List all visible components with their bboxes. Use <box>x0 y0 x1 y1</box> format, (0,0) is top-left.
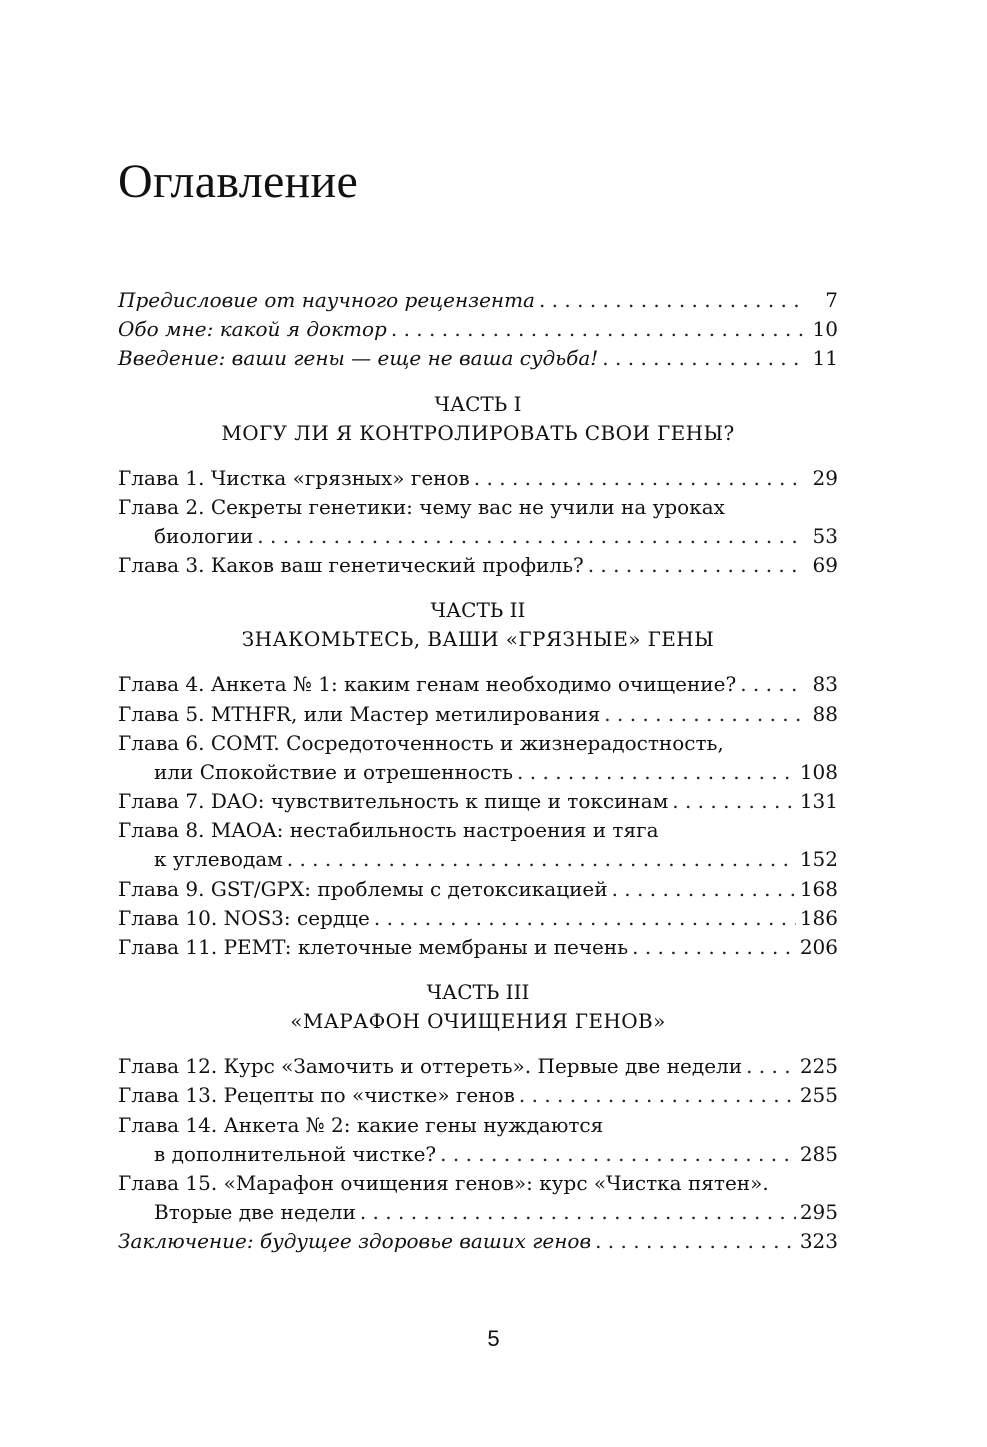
toc-entry-page: 10 <box>812 317 838 342</box>
toc-entry-page: 83 <box>812 672 838 697</box>
toc-entry-label: Глава 5. MTHFR, или Мастер метилирования <box>118 701 601 726</box>
dot-leader <box>612 875 796 904</box>
toc-entry-label: Глава 12. Курс «Замочить и оттереть». Первые две недели <box>118 1054 743 1079</box>
toc-entry-page: 206 <box>799 935 838 959</box>
dot-leader <box>602 344 804 373</box>
page-number: 5 <box>487 1326 500 1351</box>
toc-entry-chapter-13[interactable] <box>118 1081 838 1110</box>
toc-entry-chapter-3[interactable] <box>118 551 838 580</box>
toc-entry-label: Обо мне: какой я доктор <box>118 317 387 342</box>
toc-entry-label: Глава 11. PEMT: клеточные мембраны и печень <box>118 935 629 959</box>
part-title: ЗНАКОМЬТЕСЬ, ВАШИ «ГРЯЗНЫЕ» ГЕНЫ <box>241 627 715 652</box>
dot-leader <box>517 758 796 787</box>
dot-leader <box>672 787 796 816</box>
toc-entry-chapter-8[interactable] <box>118 816 838 874</box>
toc-entry-chapter-10[interactable] <box>118 904 838 933</box>
toc-entry-page: 255 <box>799 1083 838 1108</box>
toc-entry-chapter-2[interactable] <box>118 493 838 551</box>
toc-entry-chapter-14[interactable] <box>118 1111 838 1169</box>
toc-entry-preface[interactable] <box>118 286 838 315</box>
toc-entry-label: Глава 2. Секреты генетики: чему вас не учили на уроках <box>118 494 725 519</box>
dot-leader <box>474 464 804 493</box>
toc-entry-chapter-5[interactable] <box>118 700 838 729</box>
dot-leader <box>595 1227 796 1256</box>
toc-entry-chapter-11[interactable] <box>118 933 838 962</box>
toc-entry-about[interactable] <box>118 315 838 344</box>
page-title: Оглавление <box>118 155 359 208</box>
dot-leader <box>391 315 804 344</box>
toc-entry-page: 152 <box>799 847 838 872</box>
dot-leader <box>539 286 804 315</box>
part-label: ЧАСТЬ I <box>434 391 522 416</box>
toc-entry-label-cont: к углеводам <box>154 847 283 872</box>
toc-entry-label: Введение: ваши гены — еще не ваша судьба! <box>118 346 599 371</box>
toc-entry-chapter-1[interactable] <box>118 464 838 493</box>
toc-entry-chapter-6[interactable] <box>118 729 838 787</box>
dot-leader <box>374 904 796 933</box>
toc-entry-label: Глава 4. Анкета № 1: каким генам необходимо очищение? <box>118 672 737 697</box>
toc-entry-label: Глава 8. MAOA: нестабильность настроения и тяга <box>118 818 659 843</box>
toc-entry-label: Глава 6. COMT. Сосредоточенность и жизнерадостность, <box>118 730 724 755</box>
toc-entry-label: Предисловие от научного рецензента <box>118 288 535 312</box>
toc-entry-page: 7 <box>825 288 838 312</box>
toc-entry-chapter-9[interactable] <box>118 875 838 904</box>
dot-leader <box>604 700 804 729</box>
dot-leader <box>740 670 804 699</box>
dot-leader <box>360 1198 796 1227</box>
toc-entry-chapter-15[interactable] <box>118 1169 838 1227</box>
toc-entry-page: 225 <box>799 1054 838 1079</box>
dot-leader <box>519 1081 796 1110</box>
toc-entry-page: 295 <box>799 1200 838 1225</box>
dot-leader <box>588 551 804 580</box>
toc-entry-label: Глава 15. «Марафон очищения генов»: курс «Чистка пятен». <box>118 1170 769 1195</box>
toc-entry-label-cont: биологии <box>154 523 254 548</box>
toc-entry-page: 186 <box>799 905 838 930</box>
toc-entry-page: 108 <box>799 759 838 784</box>
toc-entry-page: 285 <box>799 1141 838 1166</box>
toc-entry-label: Глава 7. DAO: чувствительность к пище и токсинам <box>118 789 669 814</box>
toc-entry-page: 29 <box>812 465 838 490</box>
part-label: ЧАСТЬ III <box>426 980 530 1005</box>
dot-leader <box>257 522 804 551</box>
toc-entry-label: Глава 3. Каков ваш генетический профиль? <box>118 553 584 578</box>
toc-entry-intro[interactable] <box>118 344 838 373</box>
toc-entry-label-cont: или Спокойствие и отрешенность <box>154 759 514 784</box>
toc-entry-page: 168 <box>799 876 838 901</box>
toc-entry-label: Глава 9. GST/GPX: проблемы с детоксикацией <box>118 876 608 901</box>
toc-entry-page: 11 <box>812 346 838 371</box>
toc-entry-page: 131 <box>799 789 838 814</box>
table-of-contents <box>118 286 838 1257</box>
toc-entry-label: Глава 13. Рецепты по «чистке» генов <box>118 1083 515 1108</box>
part-label: ЧАСТЬ II <box>430 598 526 623</box>
toc-entry-label-cont: в дополнительной чистке? <box>154 1141 437 1166</box>
part-title: МОГУ ЛИ Я КОНТРОЛИРОВАТЬ СВОИ ГЕНЫ? <box>221 420 735 445</box>
toc-entry-label: Глава 10. NOS3: сердце <box>118 905 370 930</box>
toc-entry-label: Глава 1. Чистка «грязных» генов <box>118 465 470 490</box>
toc-entry-conclusion[interactable] <box>118 1227 838 1256</box>
toc-entry-page: 323 <box>799 1229 838 1254</box>
toc-entry-chapter-4[interactable] <box>118 670 838 699</box>
toc-entry-chapter-7[interactable] <box>118 787 838 816</box>
dot-leader <box>632 933 796 962</box>
toc-entry-chapter-12[interactable] <box>118 1052 838 1081</box>
toc-entry-page: 53 <box>812 523 838 548</box>
toc-entry-label: Заключение: будущее здоровье ваших генов <box>118 1229 592 1254</box>
dot-leader <box>440 1140 796 1169</box>
toc-entry-page: 69 <box>812 553 838 578</box>
dot-leader <box>746 1052 796 1081</box>
dot-leader <box>287 845 796 874</box>
part-title: «МАРАФОН ОЧИЩЕНИЯ ГЕНОВ» <box>290 1009 666 1034</box>
toc-entry-label: Глава 14. Анкета № 2: какие гены нуждаются <box>118 1112 604 1137</box>
toc-entry-label-cont: Вторые две недели <box>154 1200 356 1225</box>
toc-entry-page: 88 <box>812 701 838 726</box>
